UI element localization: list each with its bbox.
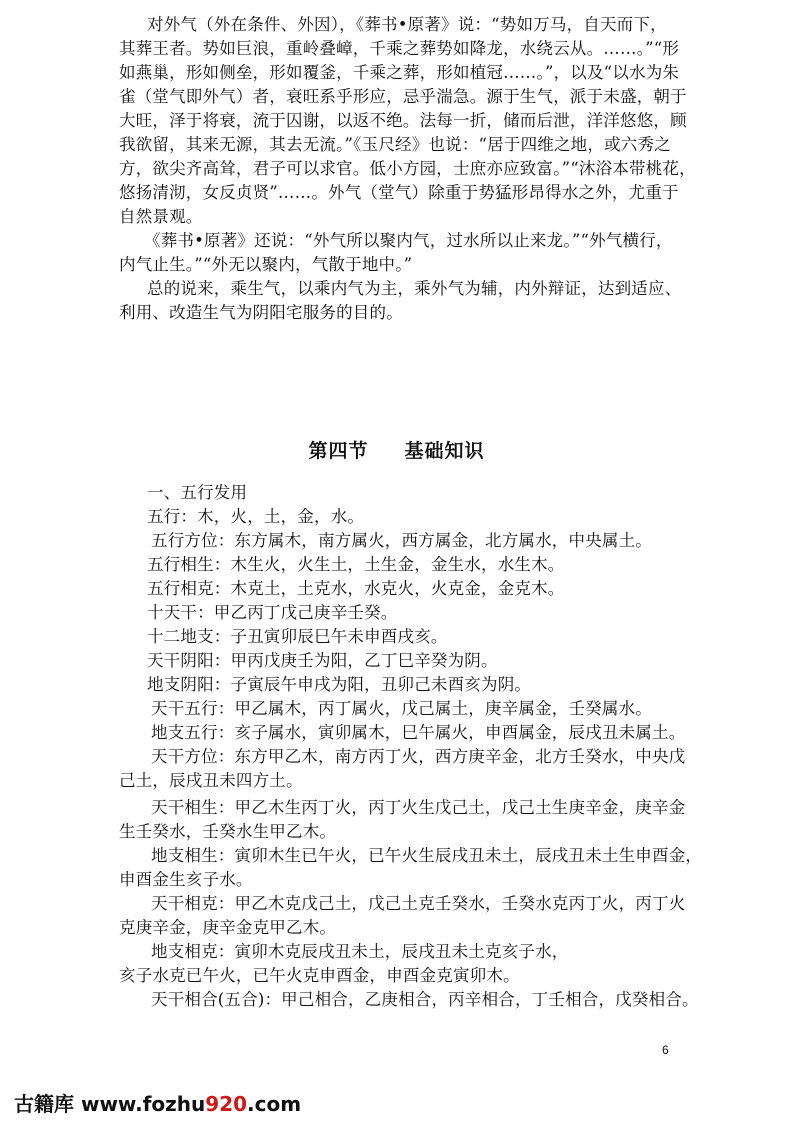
intro-line-8: 悠扬清沏，女反贞贤”……。外气（堂气）除重于势猛形昂得水之外，尤重于: [119, 183, 679, 202]
body-line-4: 五行相生：木生火，火生土，土生金，金生水，水生木。: [147, 555, 565, 574]
body-line-18: 天干相克：甲乙木克戊己土，戊己土克壬癸水，壬癸水克丙丁火，丙丁火: [151, 894, 686, 913]
body-line-13: 己土，辰戌丑未四方土。: [119, 771, 303, 790]
body-line-6: 十天干：甲乙丙丁戊己庚辛壬癸。: [147, 603, 398, 622]
body-line-1: 一、五行发用: [147, 483, 248, 502]
intro-line-6: 我欲留，其来无源，其去无流。”《玉尺经》也说：“居于四维之地，或六秀之: [119, 135, 671, 154]
intro-line-4: 雀（堂气即外气）者，衰旺系乎形应，忌乎湍急。源于生气，派于未盛，朝于: [119, 87, 687, 106]
body-line-11: 地支五行：亥子属水，寅卯属木，巳午属火，申酉属金，辰戌丑未属土。: [151, 723, 686, 742]
body-line-22: 天干相合(五合)：甲己相合，乙庚相合，丙辛相合，丁壬相合，戊癸相合。: [151, 990, 699, 1009]
body-line-12: 天干方位：东方甲乙木，南方丙丁火，西方庚辛金，北方壬癸水，中央戊: [151, 747, 686, 766]
body-line-7: 十二地支：子丑寅卯辰巳午未申酉戌亥。: [147, 627, 448, 646]
body-line-21: 亥子水克已午火，已午火克申酉金，申酉金克寅卯木。: [119, 966, 520, 985]
intro-line-2: 其葬王者。势如巨浪，重岭叠嶂，千乘之葬势如降龙，水绕云从。……。”“形: [119, 39, 680, 58]
intro-line-12: 总的说来，乘生气，以乘内气为主，乘外气为辅，内外辩证，达到适应、: [147, 279, 682, 298]
watermark-number: 920: [205, 1092, 248, 1116]
body-line-8: 天干阴阳：甲丙戊庚壬为阳，乙丁巳辛癸为阴。: [147, 651, 498, 670]
intro-line-1: 对外气（外在条件、外因），《葬书•原著》说：“势如万马，自天而下，: [147, 15, 667, 34]
page-number: 6: [662, 1043, 669, 1057]
body-line-10: 天干五行：甲乙属木，丙丁属火，戊己属土，庚辛属金，壬癸属水。: [151, 699, 652, 718]
body-line-20: 地支相克：寅卯木克辰戌丑未土，辰戌丑未土克亥子水，: [151, 942, 569, 961]
body-line-14: 天干相生：甲乙木生丙丁火，丙丁火生戊己土，戊己土生庚辛金，庚辛金: [151, 798, 686, 817]
body-line-19: 克庚辛金，庚辛金克甲乙木。: [119, 918, 337, 937]
body-line-17: 申酉金生亥子水。: [119, 870, 253, 889]
body-line-2: 五行：木，火，土，金，水。: [147, 507, 365, 526]
section-heading: [0, 436, 793, 463]
intro-line-3: 如燕巢，形如侧垒，形如覆釜，千乘之葬，形如植冠……。”，以及“以水为朱: [119, 63, 680, 82]
body-line-16: 地支相生：寅卯木生已午火，已午火生辰戌丑未土，辰戌丑未土生申酉金，: [151, 846, 703, 865]
body-line-3: 五行方位：东方属木，南方属火，西方属金，北方属水，中央属土。: [151, 531, 652, 550]
watermark-prefix: 古籍库 www.fozhu: [14, 1092, 206, 1116]
body-line-9: 地支阴阳：子寅辰午申戌为阳，丑卯己未酉亥为阴。: [147, 675, 532, 694]
intro-line-9: 自然景观。: [119, 207, 203, 226]
intro-line-13: 利用、改造生气为阴阳宅服务的目的。: [119, 303, 403, 322]
watermark-suffix: .com: [247, 1092, 302, 1116]
site-watermark: [14, 1088, 301, 1117]
section-title: 基础知识: [404, 440, 485, 462]
intro-line-7: 方，欲尖齐高耸，君子可以求官。低小方园，士庶亦应致富。”“沐浴本带桃花，: [119, 159, 696, 178]
intro-line-11: 内气止生。”“外无以聚内，气散于地中。”: [119, 255, 413, 274]
body-line-5: 五行相克：木克土，土克水，水克火，火克金，金克木。: [147, 579, 565, 598]
section-number: 第四节: [308, 440, 369, 462]
intro-line-5: 大旺，泽于将衰，流于囚谢，以返不绝。法每一折，储而后泄，洋洋悠悠，顾: [119, 111, 687, 130]
intro-line-10: 《葬书•原著》还说：“外气所以聚内气，过水所以止来龙。”“外气横行，: [144, 231, 673, 250]
body-line-15: 生壬癸水，壬癸水生甲乙木。: [119, 822, 337, 841]
